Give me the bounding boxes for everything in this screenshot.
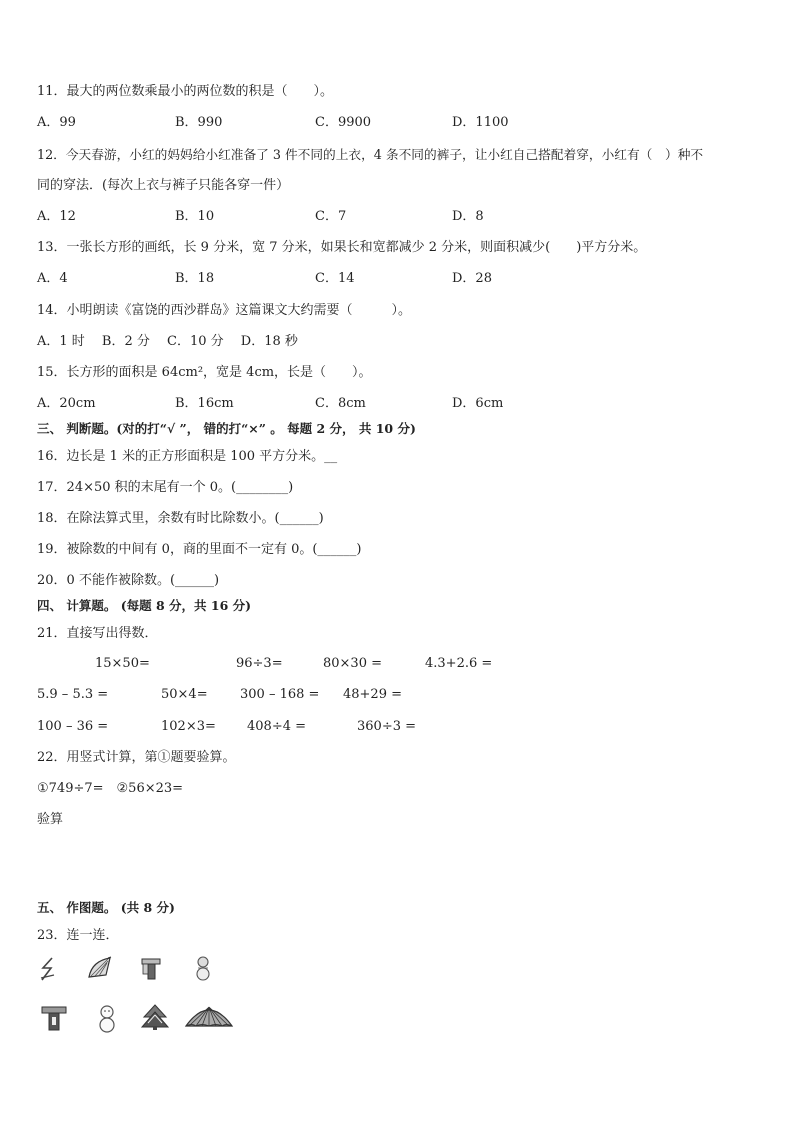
q18-stem: 18．在除法算式里，余数有时比除数小。(______)	[37, 511, 324, 526]
hut-front-icon	[40, 1004, 68, 1032]
q11-option-d: D．1100	[452, 115, 509, 130]
snowman-side-icon	[194, 954, 212, 982]
q12-stem-line2: 同的穿法．(每次上衣与裤子只能各穿一件）	[37, 178, 290, 193]
q15-option-b: B．16cm	[175, 396, 234, 411]
q15-option-d: D．6cm	[452, 396, 504, 411]
q21-r2-c4: 48+29 =	[343, 687, 403, 702]
q13-option-a: A．4	[37, 271, 68, 286]
q21-r2-c1: 5.9 – 5.3 =	[37, 687, 109, 702]
q11-option-b: B．990	[175, 115, 223, 130]
q14-stem: 14．小明朗读《富饶的西沙群岛》这篇课文大约需要（ ）。	[37, 303, 412, 318]
q21-stem: 21．直接写出得数．	[37, 626, 158, 641]
snowman-front-icon	[96, 1003, 118, 1033]
q21-r1-c2: 96÷3=	[236, 656, 283, 671]
q21-r3-c1: 100 – 36 =	[37, 719, 109, 734]
q11-option-a: A．99	[37, 115, 76, 130]
umbrella-front-icon	[184, 1004, 234, 1030]
q22-stem: 22．用竖式计算，第①题要验算。	[37, 750, 236, 765]
section-4-heading: 四、 计算题。 (每题 8 分，共 16 分)	[37, 598, 252, 613]
q17-stem: 17．24×50 积的末尾有一个 0。(________)	[37, 480, 294, 495]
q20-stem: 20．0 不能作被除数。(______)	[37, 573, 220, 588]
q13-option-b: B．18	[175, 271, 215, 286]
q12-option-b: B．10	[175, 209, 215, 224]
q11-stem: 11．最大的两位数乘最小的两位数的积是（ ）。	[37, 84, 334, 99]
tree-front-icon	[140, 1003, 170, 1031]
q16-stem: 16．边长是 1 米的正方形面积是 100 平方分米。__	[37, 449, 338, 464]
q15-stem: 15．长方形的面积是 64cm²，宽是 4cm，长是（ ）。	[37, 365, 372, 380]
q13-stem: 13．一张长方形的画纸，长 9 分米，宽 7 分米，如果长和宽都减少 2 分米，则面积减少( )平方分米。	[37, 240, 647, 255]
q12-option-c: C．7	[315, 209, 347, 224]
q12-option-a: A．12	[37, 209, 76, 224]
q14-options: A．1 时 B．2 分 C．10 分 D．18 秒	[37, 334, 298, 349]
q21-r1-c1: 15×50=	[95, 656, 150, 671]
q21-r3-c2: 102×3=	[161, 719, 216, 734]
q15-option-c: C．8cm	[315, 396, 366, 411]
q21-r3-c3: 408÷4 =	[247, 719, 307, 734]
q22-items: ①749÷7= ②56×23=	[37, 781, 184, 796]
q13-option-d: D．28	[452, 271, 492, 286]
lightning-icon	[38, 956, 60, 982]
q19-stem: 19．被除数的中间有 0，商的里面不一定有 0。(______)	[37, 542, 362, 557]
umbrella-side-icon	[86, 955, 114, 981]
q21-r3-c4: 360÷3 =	[357, 719, 417, 734]
q21-r1-c4: 4.3+2.6 =	[425, 656, 493, 671]
q21-r2-c2: 50×4=	[161, 687, 208, 702]
q13-option-c: C．14	[315, 271, 355, 286]
q15-option-a: A．20cm	[37, 396, 96, 411]
q12-option-d: D．8	[452, 209, 484, 224]
q11-option-c: C．9900	[315, 115, 372, 130]
q21-r1-c3: 80×30 =	[323, 656, 383, 671]
q22-check-label: 验算	[37, 812, 64, 827]
q12-stem-line1: 12．今天春游，小红的妈妈给小红准备了 3 件不同的上衣，4 条不同的裤子，让小红自己搭配着穿，小红有（ ）种不	[37, 147, 704, 162]
q23-stem: 23．连一连．	[37, 928, 119, 943]
hut-side-icon	[140, 955, 162, 981]
section-3-heading: 三、 判断题。(对的打“√ ”， 错的打“×” 。 每题 2 分， 共 10 分)	[37, 421, 416, 436]
section-5-heading: 五、 作图题。 (共 8 分)	[37, 900, 175, 915]
q21-r2-c3: 300 – 168 =	[240, 687, 320, 702]
